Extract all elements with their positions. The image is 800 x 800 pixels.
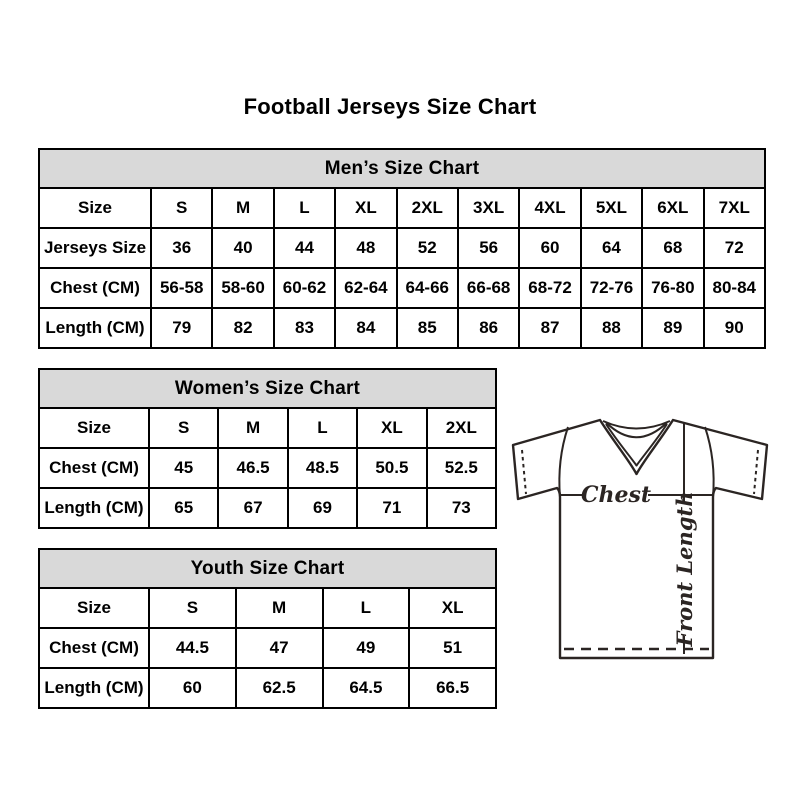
table-cell: 44.5 — [149, 628, 236, 668]
table-cell: 2XL — [427, 408, 496, 448]
womens-table-title: Women’s Size Chart — [39, 369, 496, 408]
table-cell: 88 — [581, 308, 642, 348]
table-cell: 90 — [704, 308, 765, 348]
table-cell: 79 — [151, 308, 212, 348]
table-cell: 46.5 — [218, 448, 287, 488]
table-cell: 52 — [397, 228, 458, 268]
table-cell: 5XL — [581, 188, 642, 228]
table-row-length — [39, 488, 496, 528]
table-cell: 86 — [458, 308, 519, 348]
table-row-chest — [39, 448, 496, 488]
table-row-chest — [39, 268, 765, 308]
table-cell: 62-64 — [335, 268, 396, 308]
table-cell: 68 — [642, 228, 703, 268]
table-cell: XL — [357, 408, 426, 448]
table-cell: 56 — [458, 228, 519, 268]
table-cell: 72-76 — [581, 268, 642, 308]
table-cell: 3XL — [458, 188, 519, 228]
table-cell: 69 — [288, 488, 357, 528]
table-cell: L — [274, 188, 335, 228]
table-cell: 44 — [274, 228, 335, 268]
jersey-outline-shape — [513, 420, 767, 658]
row-label: Chest (CM) — [39, 448, 149, 488]
table-row-length — [39, 308, 765, 348]
table-cell: 4XL — [519, 188, 580, 228]
table-cell: L — [288, 408, 357, 448]
youth-table-title: Youth Size Chart — [39, 549, 496, 588]
table-cell: 65 — [149, 488, 218, 528]
table-header-row — [39, 149, 765, 188]
table-cell: M — [236, 588, 323, 628]
womens-size-table — [38, 368, 497, 529]
table-cell: 73 — [427, 488, 496, 528]
row-label: Jerseys Size — [39, 228, 151, 268]
row-label: Length (CM) — [39, 668, 149, 708]
row-label: Size — [39, 588, 149, 628]
mens-table-title: Men’s Size Chart — [39, 149, 765, 188]
table-cell: 80-84 — [704, 268, 765, 308]
table-cell: 66.5 — [409, 668, 496, 708]
table-cell: 64-66 — [397, 268, 458, 308]
table-cell: 7XL — [704, 188, 765, 228]
page-title: Football Jerseys Size Chart — [243, 94, 537, 119]
jersey-measurement-diagram — [500, 398, 780, 682]
table-cell: 83 — [274, 308, 335, 348]
table-header-row — [39, 369, 496, 408]
table-cell: 60 — [149, 668, 236, 708]
row-label: Length (CM) — [39, 308, 151, 348]
table-cell: 60-62 — [274, 268, 335, 308]
table-cell: 82 — [212, 308, 273, 348]
table-cell: 56-58 — [151, 268, 212, 308]
table-row-jerseys-size — [39, 228, 765, 268]
youth-size-table — [38, 548, 497, 709]
table-cell: 71 — [357, 488, 426, 528]
table-cell: 48 — [335, 228, 396, 268]
table-cell: 49 — [323, 628, 410, 668]
table-cell: 68-72 — [519, 268, 580, 308]
mens-size-table — [38, 148, 766, 349]
table-row-chest — [39, 628, 496, 668]
table-cell: M — [212, 188, 273, 228]
table-cell: 36 — [151, 228, 212, 268]
row-label: Chest (CM) — [39, 628, 149, 668]
table-cell: 64 — [581, 228, 642, 268]
table-cell: 64.5 — [323, 668, 410, 708]
table-cell: 76-80 — [642, 268, 703, 308]
table-cell: 52.5 — [427, 448, 496, 488]
table-cell: 87 — [519, 308, 580, 348]
table-cell: 51 — [409, 628, 496, 668]
table-cell: 50.5 — [357, 448, 426, 488]
table-cell: S — [149, 408, 218, 448]
table-row-size — [39, 408, 496, 448]
table-row-length — [39, 668, 496, 708]
table-cell: 40 — [212, 228, 273, 268]
table-cell: 48.5 — [288, 448, 357, 488]
row-label: Size — [39, 408, 149, 448]
table-row-size — [39, 188, 765, 228]
table-cell: 6XL — [642, 188, 703, 228]
row-label: Length (CM) — [39, 488, 149, 528]
table-cell: 89 — [642, 308, 703, 348]
row-label: Size — [39, 188, 151, 228]
table-cell: XL — [409, 588, 496, 628]
table-cell: 45 — [149, 448, 218, 488]
table-cell: 60 — [519, 228, 580, 268]
table-cell: 47 — [236, 628, 323, 668]
table-cell: 2XL — [397, 188, 458, 228]
table-row-size — [39, 588, 496, 628]
table-cell: 67 — [218, 488, 287, 528]
table-cell: L — [323, 588, 410, 628]
table-cell: XL — [335, 188, 396, 228]
table-cell: S — [149, 588, 236, 628]
table-cell: 62.5 — [236, 668, 323, 708]
row-label: Chest (CM) — [39, 268, 151, 308]
table-cell: 84 — [335, 308, 396, 348]
front-length-measure-label: Front Length — [672, 491, 697, 647]
table-cell: S — [151, 188, 212, 228]
table-header-row — [39, 549, 496, 588]
table-cell: 72 — [704, 228, 765, 268]
table-cell: 58-60 — [212, 268, 273, 308]
table-cell: 85 — [397, 308, 458, 348]
table-cell: 66-68 — [458, 268, 519, 308]
chest-measure-label: Chest — [580, 482, 652, 508]
table-cell: M — [218, 408, 287, 448]
